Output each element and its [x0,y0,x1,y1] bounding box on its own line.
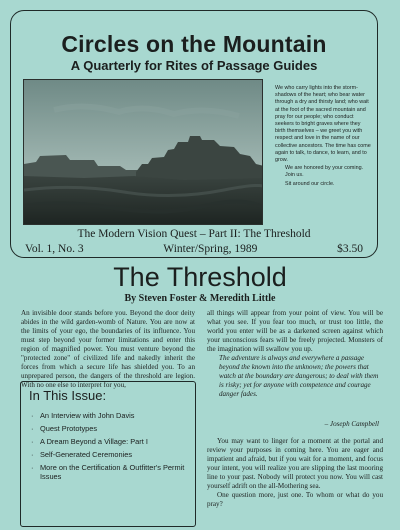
body-paragraph: all things will appear from your point of view. You will be what you see. If you fear too much, or trust too little, the world you enter will be as a darkened screen against which your unconscious fears will be freely projected. Monsters of the imagination will swallow you up. [207,309,383,354]
article-column-right-continued [207,437,383,509]
bullet-icon: · [31,437,34,446]
toc-item-label: Self-Generated Ceremonies [40,450,133,459]
toc-heading: In This Issue: [29,388,107,403]
quote-attribution: – Joseph Campbell [324,420,379,428]
invocation-paragraph: We are honored by your coming. Join us. [285,165,364,179]
toc-item [31,437,191,446]
body-paragraph: One question more, just one. To whom or what do you pray? [207,491,383,509]
toc-item [31,450,191,459]
bullet-icon: · [31,411,34,420]
article-column-left [21,309,195,390]
publication-title: Circles on the Mountain [61,31,327,57]
toc-item [31,424,191,433]
toc-list [31,411,191,485]
article-title: The Threshold [113,262,287,292]
toc-item-label: More on the Certification & Outfitter's Permit Issues [40,463,185,482]
toc-item [31,463,191,481]
issue-price: $3.50 [337,243,363,255]
invocation-paragraph: We who carry lights into the storm-shadows of the heart; who bear water through a dry and thirsty land; who wait at the foot of the sacred mountain and pray for our people; who conduct seekers to bright graves where they birth themselves – we greet you with respect and love in the name of our collective ancestors. The time has come again to talk, to dance, to learn, and to grow. [275,85,371,164]
toc-item-label: An Interview with John Davis [40,411,135,420]
desert-mesa-photo [23,79,263,225]
bullet-icon: · [31,463,34,472]
bullet-icon: · [31,450,34,459]
issue-season: Winter/Spring, 1989 [163,243,258,255]
toc-item [31,411,191,420]
publication-subtitle: A Quarterly for Rites of Passage Guides [70,58,318,73]
toc-item-label: A Dream Beyond a Village: Part I [40,437,148,446]
invocation-text [275,85,371,189]
article-byline: By Steven Foster & Meredith Little [124,293,276,304]
toc-item-label: Quest Prototypes [40,424,98,433]
bullet-icon: · [31,424,34,433]
body-paragraph: An invisible door stands before you. Beyond the door deity abides in the wild garden-womb of Nature. You are now at the limits of your ego, the boundaries of its influence. You must step beyond your former limitations and enter this region of magnified power. You must venture beyond the "protected zone" of civilized life and nakedly inherit the forces from which a secure life has shielded you. To an unprepared person, the dangers of the threshold are legion. With no one else to interpret for you, [21,309,195,390]
campbell-quote: The adventure is always and everywhere a passage beyond the known into the unknown; the powers that watch at the boundary are dangerous; to deal with them is risky; yet for anyone with competence and courage danger fades. [219,354,379,398]
masthead [10,10,378,258]
article-column-right [207,309,383,354]
volume-number: Vol. 1, No. 3 [25,243,84,255]
body-paragraph: You may want to linger for a moment at the portal and review your purposes in coming here. You are eager and impatient and afraid, but if you wait for a moment, and focus your intent, you will realize you are slipping the last mooring line to your past. Nobody will protect you now. You will cast yourself adrift on the all-Mothering sea. [207,437,383,491]
in-this-issue-box [20,381,196,527]
issue-theme: The Modern Vision Quest – Part II: The Threshold [77,228,311,240]
landscape-image [24,80,263,225]
issue-info-line [25,243,363,255]
invocation-paragraph: Sit around our circle. [285,180,335,187]
